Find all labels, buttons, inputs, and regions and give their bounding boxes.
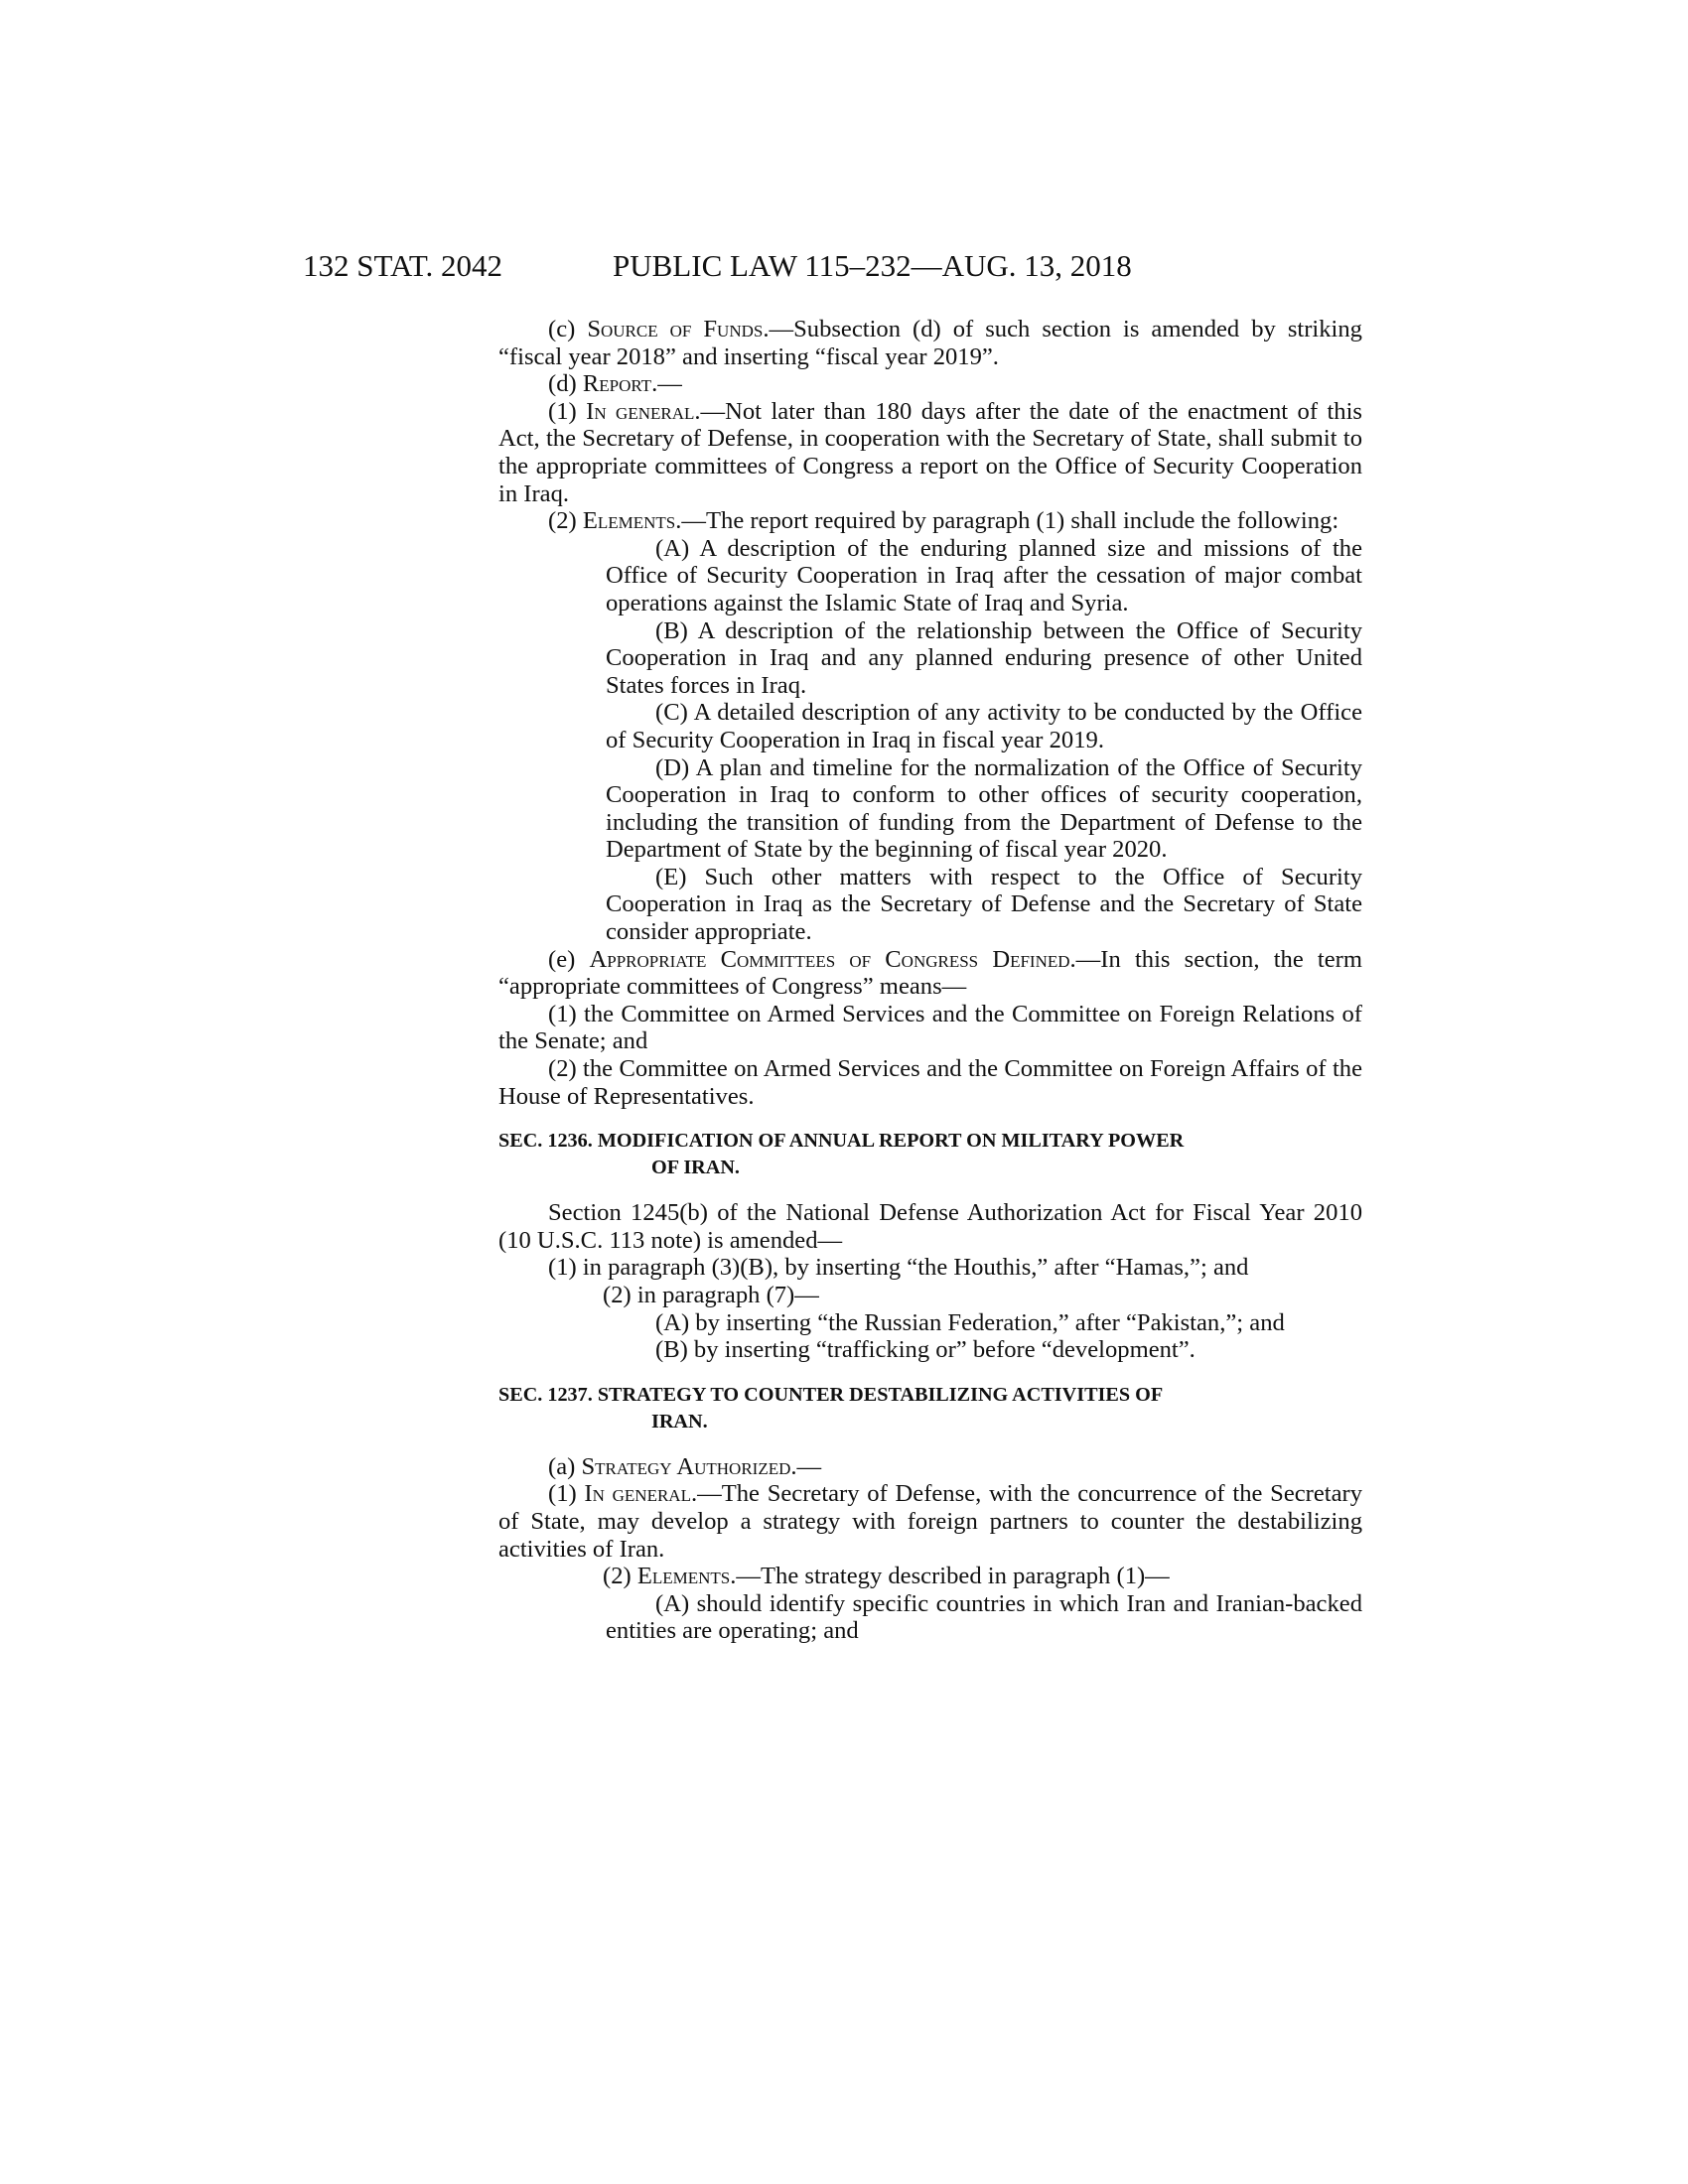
- section-1236-heading: [498, 1128, 1362, 1181]
- subsection-c: [498, 316, 1362, 370]
- section-1236-item: (1) in paragraph (3)(B), by inserting “the Houthis,” after “Hamas,”; and: [548, 1254, 1249, 1282]
- subsection-e-heading: Appropriate Committees of Congress Defined: [589, 945, 1070, 973]
- section-1236-intro: Section 1245(b) of the National Defense Authorization Act for Fiscal Year 2010 (10 U.S.C. 113 note) is amended—: [498, 1199, 1362, 1254]
- subsection-a: [498, 1453, 1362, 1481]
- subsection-c-heading: Source of Funds: [587, 316, 764, 342]
- section-1236-subitem: (B) by inserting “trafficking or” before “development”.: [655, 1336, 1196, 1364]
- subsection-d-heading: Report: [582, 370, 652, 398]
- paragraph-d-1-dash: .—: [694, 397, 726, 425]
- subsection-c-label: (c): [548, 316, 588, 342]
- paragraph-a-2-text: The strategy described in paragraph (1)—: [761, 1563, 1170, 1590]
- section-1236-item: (2) in paragraph (7)—: [603, 1282, 819, 1308]
- subsection-c-dash: .—: [763, 316, 794, 342]
- paragraph-d-1-text: Not later than 180 days after the date of the enactment of this Act, the Secretary of Defense, in cooperation with the Secretary of State, shall submit to the appropriate committees of Congress a report on the Office of Security Cooperation in Iraq.: [498, 397, 1362, 507]
- paragraph-a-2-label: (2): [603, 1563, 637, 1590]
- paragraph-a-2-heading: Elements: [636, 1563, 731, 1590]
- public-law-running-head: PUBLIC LAW 115–232—AUG. 13, 2018: [613, 248, 1132, 283]
- statute-page-number: 132 STAT. 2042: [303, 248, 503, 283]
- paragraph-d-2-heading: Elements: [582, 507, 676, 535]
- paragraph-d-2: [444, 507, 1362, 535]
- subsection-e-label: (e): [548, 945, 590, 973]
- subsection-a-dash: .—: [790, 1452, 822, 1480]
- subsection-d: [498, 370, 1362, 398]
- paragraph-d-2-dash: .—: [675, 507, 706, 535]
- element-item: (B) A description of the relationship between the Office of Security Cooperation in Iraq and any planned enduring presence of other United States forces in Iraq.: [606, 616, 1362, 699]
- statute-body: [498, 316, 1362, 1645]
- section-1237-heading: [498, 1382, 1362, 1435]
- paragraph-a-1: [444, 1480, 1362, 1563]
- paragraph-a-1-heading: In general: [584, 1480, 691, 1508]
- paragraph-d-2-text: The report required by paragraph (1) shall include the following:: [706, 507, 1339, 535]
- subsection-e-text: In this section, the term “appropriate committees of Congress” means—: [498, 945, 1362, 1001]
- paragraph-d-2-label: (2): [548, 507, 583, 535]
- paragraph-a-1-text: The Secretary of Defense, with the concurrence of the Secretary of State, may develop a strategy with foreign partners to counter the destabilizing activities of Iran.: [498, 1480, 1362, 1563]
- subsection-c-text: Subsection (d) of such section is amended by striking “fiscal year 2018” and inserting “fiscal year 2019”.: [498, 316, 1362, 370]
- paragraph-d-1-label: (1): [548, 397, 587, 425]
- subsection-a-label: (a): [548, 1452, 582, 1480]
- committee-item: (1) the Committee on Armed Services and the Committee on Foreign Relations of the Senate; and: [498, 1000, 1362, 1055]
- paragraph-a-1-dash: .—: [690, 1480, 722, 1508]
- element-item: (A) A description of the enduring planned size and missions of the Office of Security Cooperation in Iraq after the cessation of major combat operations against the Islamic State of Iraq and Syria.: [606, 534, 1362, 616]
- element-item: (C) A detailed description of any activity to be conducted by the Office of Security Cooperation in Iraq in fiscal year 2019.: [606, 699, 1362, 753]
- subsection-e: [498, 946, 1362, 1001]
- section-1237-title-line2: IRAN.: [651, 1410, 708, 1433]
- paragraph-a-1-label: (1): [548, 1480, 585, 1508]
- page-header: [303, 246, 1226, 286]
- subsection-e-dash: .—: [1069, 945, 1101, 973]
- committee-item: (2) the Committee on Armed Services and the Committee on Foreign Affairs of the House of Representatives.: [498, 1055, 1362, 1110]
- subsection-d-label: (d): [548, 370, 583, 398]
- section-1236-title-line1: SEC. 1236. MODIFICATION OF ANNUAL REPORT ON MILITARY POWER: [498, 1130, 1185, 1153]
- element-item: (E) Such other matters with respect to the Office of Security Cooperation in Iraq as the Secretary of Defense and the Secretary of State consider appropriate.: [606, 863, 1362, 946]
- paragraph-d-1: [444, 398, 1362, 507]
- subsection-d-dash: .—: [651, 370, 682, 398]
- paragraph-a-2: [498, 1563, 1362, 1590]
- element-item: (D) A plan and timeline for the normalization of the Office of Security Cooperation in Iraq to conform to other offices of security cooperation, including the transition of funding from the Department of Defense to the Department of State by the beginning of fiscal year 2020.: [606, 753, 1362, 864]
- section-1237-title-line1: SEC. 1237. STRATEGY TO COUNTER DESTABILIZING ACTIVITIES OF: [498, 1383, 1164, 1406]
- paragraph-a-2-dash: .—: [730, 1563, 761, 1590]
- paragraph-a-2-subitem: (A) should identify specific countries in which Iran and Iranian-backed entities are operating; and: [606, 1589, 1362, 1645]
- paragraph-d-1-heading: In general: [586, 397, 695, 425]
- section-1236-title-line2: OF IRAN.: [651, 1157, 740, 1179]
- subsection-a-heading: Strategy Authorized: [581, 1452, 791, 1480]
- section-1236-subitem: (A) by inserting “the Russian Federation,” after “Pakistan,”; and: [655, 1308, 1285, 1336]
